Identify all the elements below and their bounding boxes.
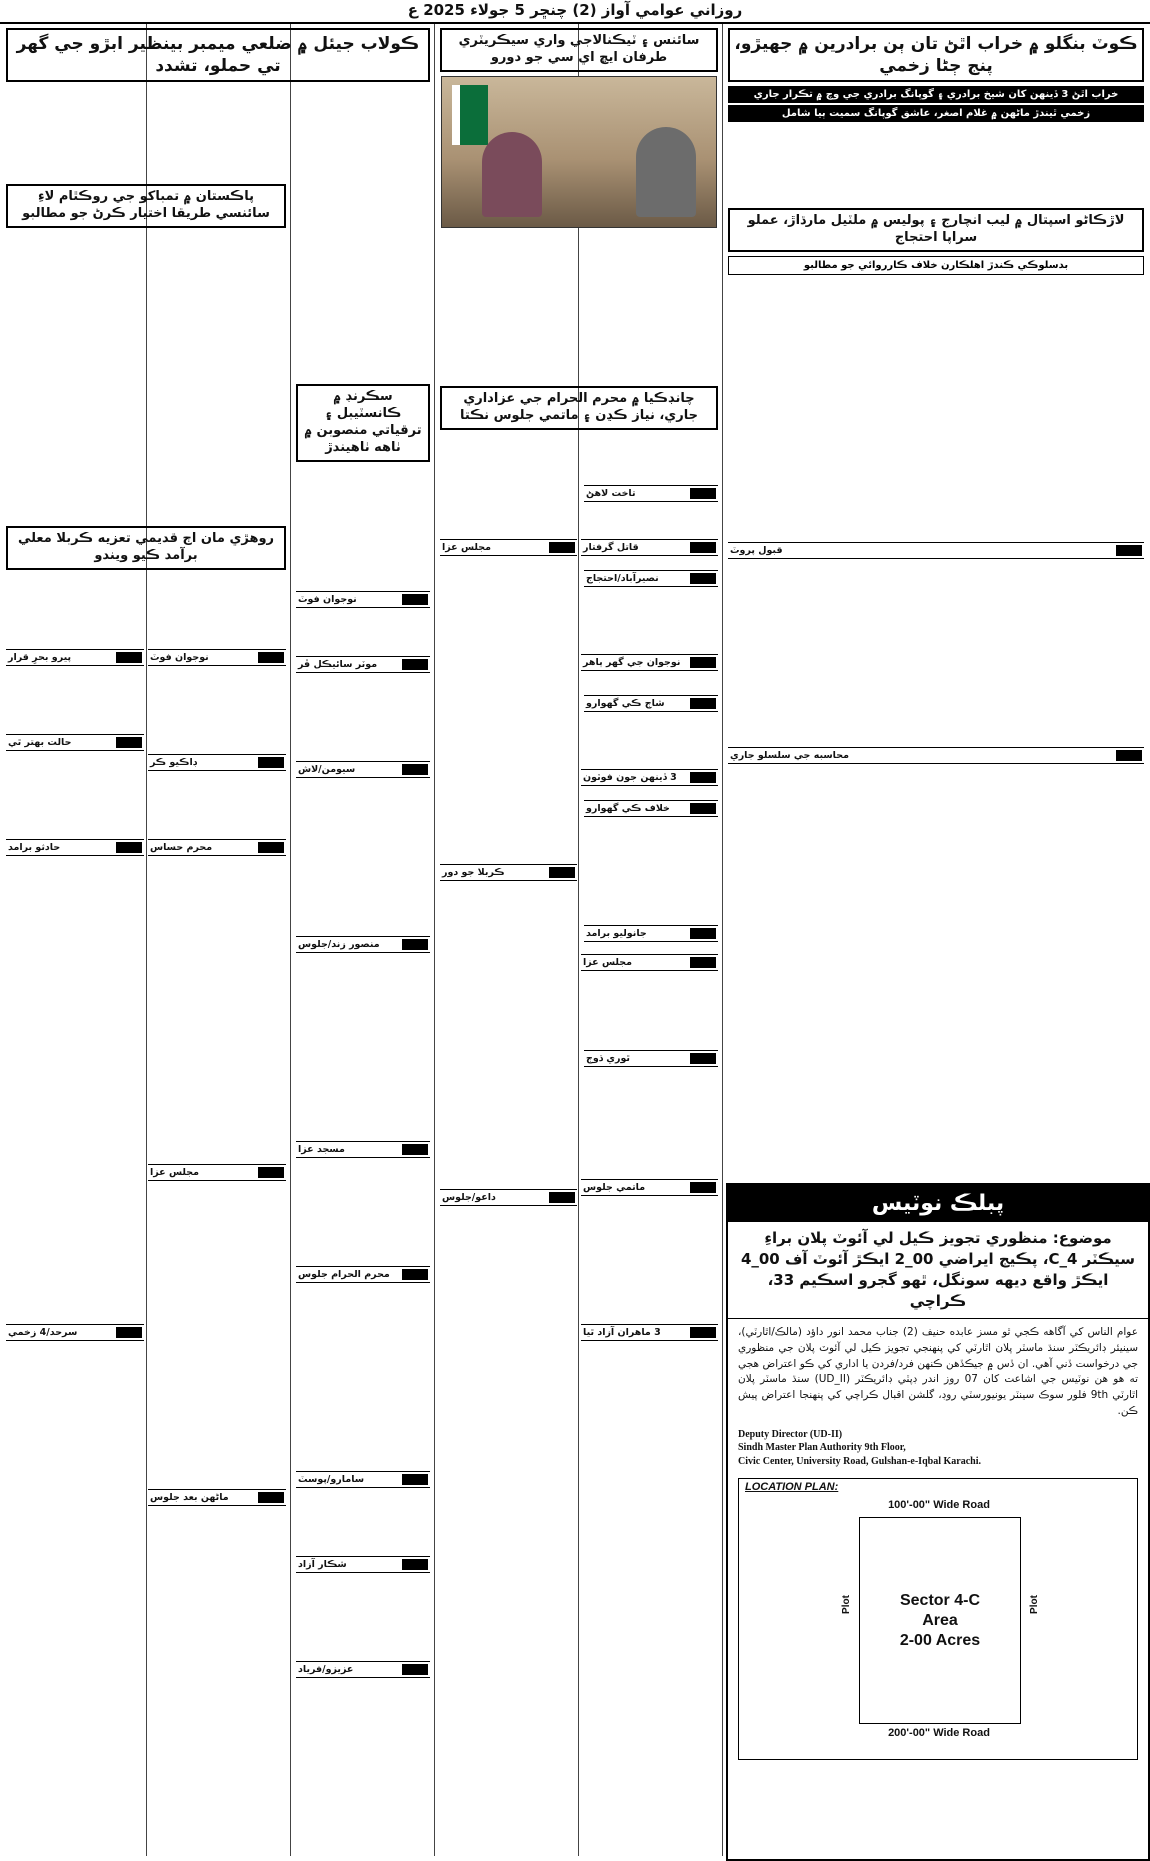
section-tag: حادثو برامد [6,839,144,856]
section-tag: موٽر سائيڪل ڦر [296,656,430,673]
section-tag: ٿوري ڌوڄ [584,1050,718,1067]
public-notice [726,1183,1150,1861]
column-rule [434,24,435,1856]
section-tag: جانوليو برامد [584,925,718,942]
column-4 [294,380,432,1856]
section-tag: شاڄ ڪي گهوارو [584,695,718,712]
flag-icon [452,85,488,145]
plot-label-right: Plot [1028,1595,1040,1614]
tag-marker [1116,545,1142,556]
top-road-label: 100'-00" Wide Road [888,1499,990,1511]
section-tag: عزيزو/فرياد [296,1661,430,1678]
section-tag: محرم حساس [148,839,286,856]
section-tag: 3 ڏينهن جون فوٽون [581,769,718,786]
headline-science-secretary: سائنس ۽ ٽيڪنالاجي واري سيڪريٽري طرفان ايڇ اي سي جو دورو [440,28,718,72]
column-2 [582,380,720,1180]
headline-tobacco: پاڪستان ۾ تمباکو جي روڪٿام لاءِ سائنسي طريقا اختيار ڪرڻ جو مطالبو [6,184,286,228]
location-plan [738,1478,1138,1760]
section-tag: تاخت لاهڻ [584,485,718,502]
subhead: خراب اٿڻ 3 ڏينهن کان شيخ برادري ۽ گوپانگ برادري جي وچ ۾ تڪرار جاري [728,86,1144,103]
column-rule [722,24,723,1856]
column-1 [726,24,1146,1180]
headline-larkana-hospital: لاڙڪاڻو اسپتال ۾ ليب انچارج ۽ پوليس ۾ ملٽيل مارڌاڙ، عملو سراپا احتجاج [728,208,1144,252]
notice-text: عوام الناس کي آگاهه ڪجي ٿو مسز عابده حنيف (2) جناب محمد انور داؤد (مالڪ/اٿارٽي)، سينيئر ڊائريڪٽر سنڌ ماسٽر پلان اٿارٽي کي پنهنجي تجويز ڪيل لي آئوٽ پلان جي منظوري جي درخواست ڏني آهي. ان ڏس ۾ جيڪڏهن ڪنهن فرد/فردن يا اداري کي ڪو اعتراض هجي ته هو هن نوٽيس جي اشاعت کان 07 روز اندر ڊپٽي ڊائريڪٽر (UD_II) سنڌ ماسٽر پلان اٿارٽي 9th فلور سوڪ سينٽر يونيورسٽي روڊ، گلشن اقبال ڪراچي کي پنهنجا اعتراض پيش ڪن. [738,1326,1139,1417]
news-photo [441,76,717,228]
plot-label-left: Plot [840,1595,852,1614]
notice-address: Deputy Director (UD-II) Sindh Master Plan Authority 9th Floor, Civic Center, University Road, Gulshan-e-Iqbal Karachi. [738,1428,981,1467]
article-body [438,232,720,382]
section-tag: ماڻهن بعد جلوس [148,1489,286,1506]
section-tag: ماتمي جلوس [581,1179,718,1196]
section-tag: نوجوان فوٽ [148,649,286,666]
column-5 [4,180,288,1856]
notice-title: پبلڪ نوٽيس [728,1185,1148,1222]
section-tag: مسجد عزا [296,1141,430,1158]
section-tag: سامارو/پوسٽ [296,1471,430,1488]
section-tag: نوجوان جي گهر ٻاهر [581,654,718,671]
section-tag: سيومن/لاش [296,761,430,778]
headline-kot-banglo: ڪوٽ بنگلو ۾ خراب اٿڻ تان ٻن برادرين ۾ جهيڙو، پنج ڄڻا زخمي [728,28,1144,82]
subhead: بدسلوڪي ڪندڙ اهلڪارن خلاف ڪارروائي جو مطالبو [728,256,1144,275]
article-body [726,124,1146,204]
section-tag: مجلس عزا [148,1164,286,1181]
sector-box: Sector 4-C Area 2-00 Acres [859,1517,1021,1724]
article-body [726,277,1146,537]
section-tag: پيرو بحرِ قرار [6,649,144,666]
headline-rohri-taziya: روهڙي مان اڄ قديمي تعزيه ڪربلا معلي برآمد ڪيو ويندو [6,526,286,570]
section-tag: محاسبه جي سلسلو جاري [728,747,1144,764]
section-tag: قاتل گرفتار [581,539,718,556]
section-tag: نصيرآباد/احتجاج [584,570,718,587]
section-tag: خلاف ڪي گهوارو [584,800,718,817]
section-tag: ڊاڪيو ڪر [148,754,286,771]
section-tag: 3 ماهران آزاد ٿيا [581,1324,718,1341]
subhead: زخمي ٿيندڙ ماڻهن ۾ غلام اصغر، عاشق گوپانگ سميت ٻيا شامل [728,105,1144,122]
section-tag: سرحد/4 زخمي [6,1324,144,1341]
section-tag: داعو/جلوس [440,1189,577,1206]
section-tag: حالت بهتر ٿي [6,734,144,751]
section-tag: منصور زند/جلوس [296,936,430,953]
section-tag: مجلس عزا [581,954,718,971]
column-2-lower [582,1183,720,1856]
headline-kolab-jial: ڪولاب جيئل ۾ ضلعي ميمبر بينظير ابڙو جي گهر تي حملو، تشدد [6,28,430,82]
headline-chandka-muharram: چانڊڪيا ۾ محرم الحرام جي عزاداري جاري، نياز ڪڍن ۽ ماتمي جلوس نڪتا [440,386,718,430]
section-tag: قبول پروٽ [728,542,1144,559]
tag-marker [1116,750,1142,761]
person-figure [636,127,696,217]
section-tag: مجلس عزا [440,539,577,556]
section-tag: ڪربلا جو دور [440,864,577,881]
plan-title: LOCATION PLAN: [745,1481,839,1493]
masthead: روزاني عوامي آواز (2) چنڇر 5 جولاء 2025 ع [0,0,1150,24]
section-tag: نوجوان فوٽ [296,591,430,608]
article-body [726,562,1146,742]
bottom-road-label: 200'-00" Wide Road [888,1727,990,1739]
section-tag: محرم الحرام جلوس [296,1266,430,1283]
section-tag: شڪار آزاد [296,1556,430,1573]
notice-subject: موضوع: منظوري تجويز ڪيل لي آئوٽ پلان براءِ سيڪٽر C_4، پڪيج ايراضي 00_2 ايڪڙ آئوٽ آف 00_4 ايڪڙ واقع ديهه سونگل، ٿهو گجرو اسڪيم 33، ڪراچي [728,1222,1148,1319]
headline-sakrand: سڪرنڊ ۾ ڪانسٽيبل ۽ ترقياتي منصوبن ۾ ٺاهه ٺاهيندڙ [296,384,430,462]
person-figure [482,132,542,217]
